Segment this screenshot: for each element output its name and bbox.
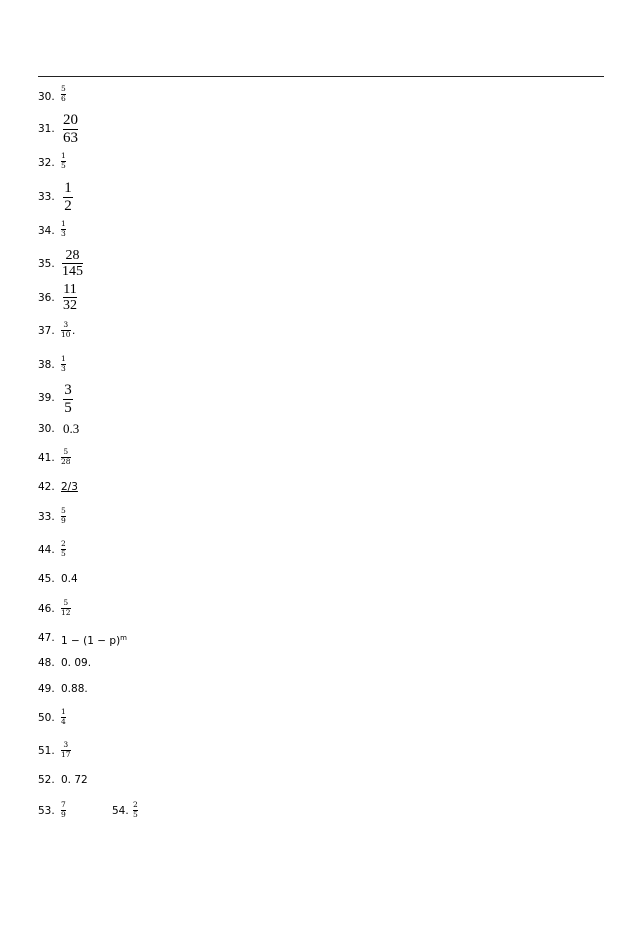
numerator: 5 (61, 84, 66, 93)
denominator: 10 (61, 330, 71, 339)
fraction (61, 321, 71, 339)
denominator: 5 (61, 549, 66, 558)
denominator: 17 (61, 750, 71, 759)
item-number: 32. (38, 157, 55, 169)
item-number: 41. (38, 452, 55, 464)
fraction (61, 599, 71, 617)
fraction (63, 113, 78, 146)
numerator: 1 (61, 707, 66, 716)
denominator: 5 (64, 400, 72, 416)
fraction (61, 708, 66, 726)
denominator: 3 (61, 229, 66, 238)
numerator: 1 (64, 180, 72, 196)
numerator: 7 (61, 800, 66, 809)
numerator: 2 (133, 800, 138, 809)
item-number: 33. (38, 511, 55, 523)
fraction (61, 448, 71, 466)
numerator: 1 (61, 354, 66, 363)
item-number: 49. (38, 683, 55, 695)
answer-value: 0.3 (63, 421, 80, 436)
item-number: 50. (38, 712, 55, 724)
fraction (61, 152, 66, 170)
fraction (62, 249, 83, 278)
fraction (61, 741, 71, 759)
item-number: 46. (38, 603, 55, 615)
answer-value (61, 632, 127, 647)
denominator: 12 (61, 608, 71, 617)
item-number: 30. (38, 91, 55, 103)
denominator: 9 (61, 810, 66, 819)
numerator: 5 (63, 598, 69, 607)
item-number: 38. (38, 359, 55, 371)
denominator: 32 (63, 298, 77, 313)
suffix: . (72, 325, 76, 337)
fraction (133, 801, 138, 819)
answer-value: 0. 09. (61, 657, 92, 669)
denominator: 6 (61, 94, 66, 103)
fraction (61, 220, 66, 238)
numerator: 3 (64, 382, 72, 398)
denominator: 5 (133, 810, 138, 819)
exponent: m (120, 634, 127, 642)
denominator: 28 (61, 457, 71, 466)
item-number: 53. (38, 805, 55, 817)
fraction (61, 801, 66, 819)
item-number: 54. (112, 805, 129, 817)
numerator: 11 (63, 282, 77, 297)
item-number: 52. (38, 774, 55, 786)
denominator: 9 (61, 516, 66, 525)
header-rule (38, 76, 604, 77)
numerator: 3 (63, 320, 69, 329)
item-number: 36. (38, 292, 55, 304)
item-number: 42. (38, 481, 55, 493)
item-number: 48. (38, 657, 55, 669)
numerator: 3 (63, 740, 69, 749)
numerator: 5 (61, 506, 66, 515)
denominator: 5 (61, 161, 66, 170)
item-number: 33. (38, 191, 55, 203)
numerator: 2 (61, 539, 66, 548)
numerator: 28 (65, 248, 80, 263)
fraction (63, 181, 73, 214)
item-number: 35. (38, 258, 55, 270)
answer-value: 0.4 (61, 573, 78, 585)
item-number: 30. (38, 423, 55, 435)
numerator: 1 (61, 219, 66, 228)
numerator: 5 (63, 447, 69, 456)
denominator: 4 (61, 717, 66, 726)
fraction (61, 540, 66, 558)
denominator: 63 (63, 130, 78, 146)
answer-value: 0.88. (61, 683, 88, 695)
item-number: 31. (38, 123, 55, 135)
item-number: 51. (38, 745, 55, 757)
numerator: 1 (61, 151, 66, 160)
item-number: 39. (38, 392, 55, 404)
expression: 1 − (1 − p) (61, 635, 121, 647)
answer-value: 2/3 (61, 481, 78, 493)
denominator: 2 (64, 198, 72, 214)
item-number: 47. (38, 632, 55, 644)
fraction (63, 283, 77, 312)
item-number: 37. (38, 325, 55, 337)
fraction (61, 85, 66, 103)
numerator: 20 (63, 112, 78, 128)
item-number: 45. (38, 573, 55, 585)
answer-value: 0. 72 (61, 774, 88, 786)
fraction (61, 507, 66, 525)
denominator: 145 (62, 264, 83, 279)
denominator: 3 (61, 364, 66, 373)
fraction (63, 383, 73, 416)
fraction (61, 355, 66, 373)
item-number: 44. (38, 544, 55, 556)
item-number: 34. (38, 225, 55, 237)
